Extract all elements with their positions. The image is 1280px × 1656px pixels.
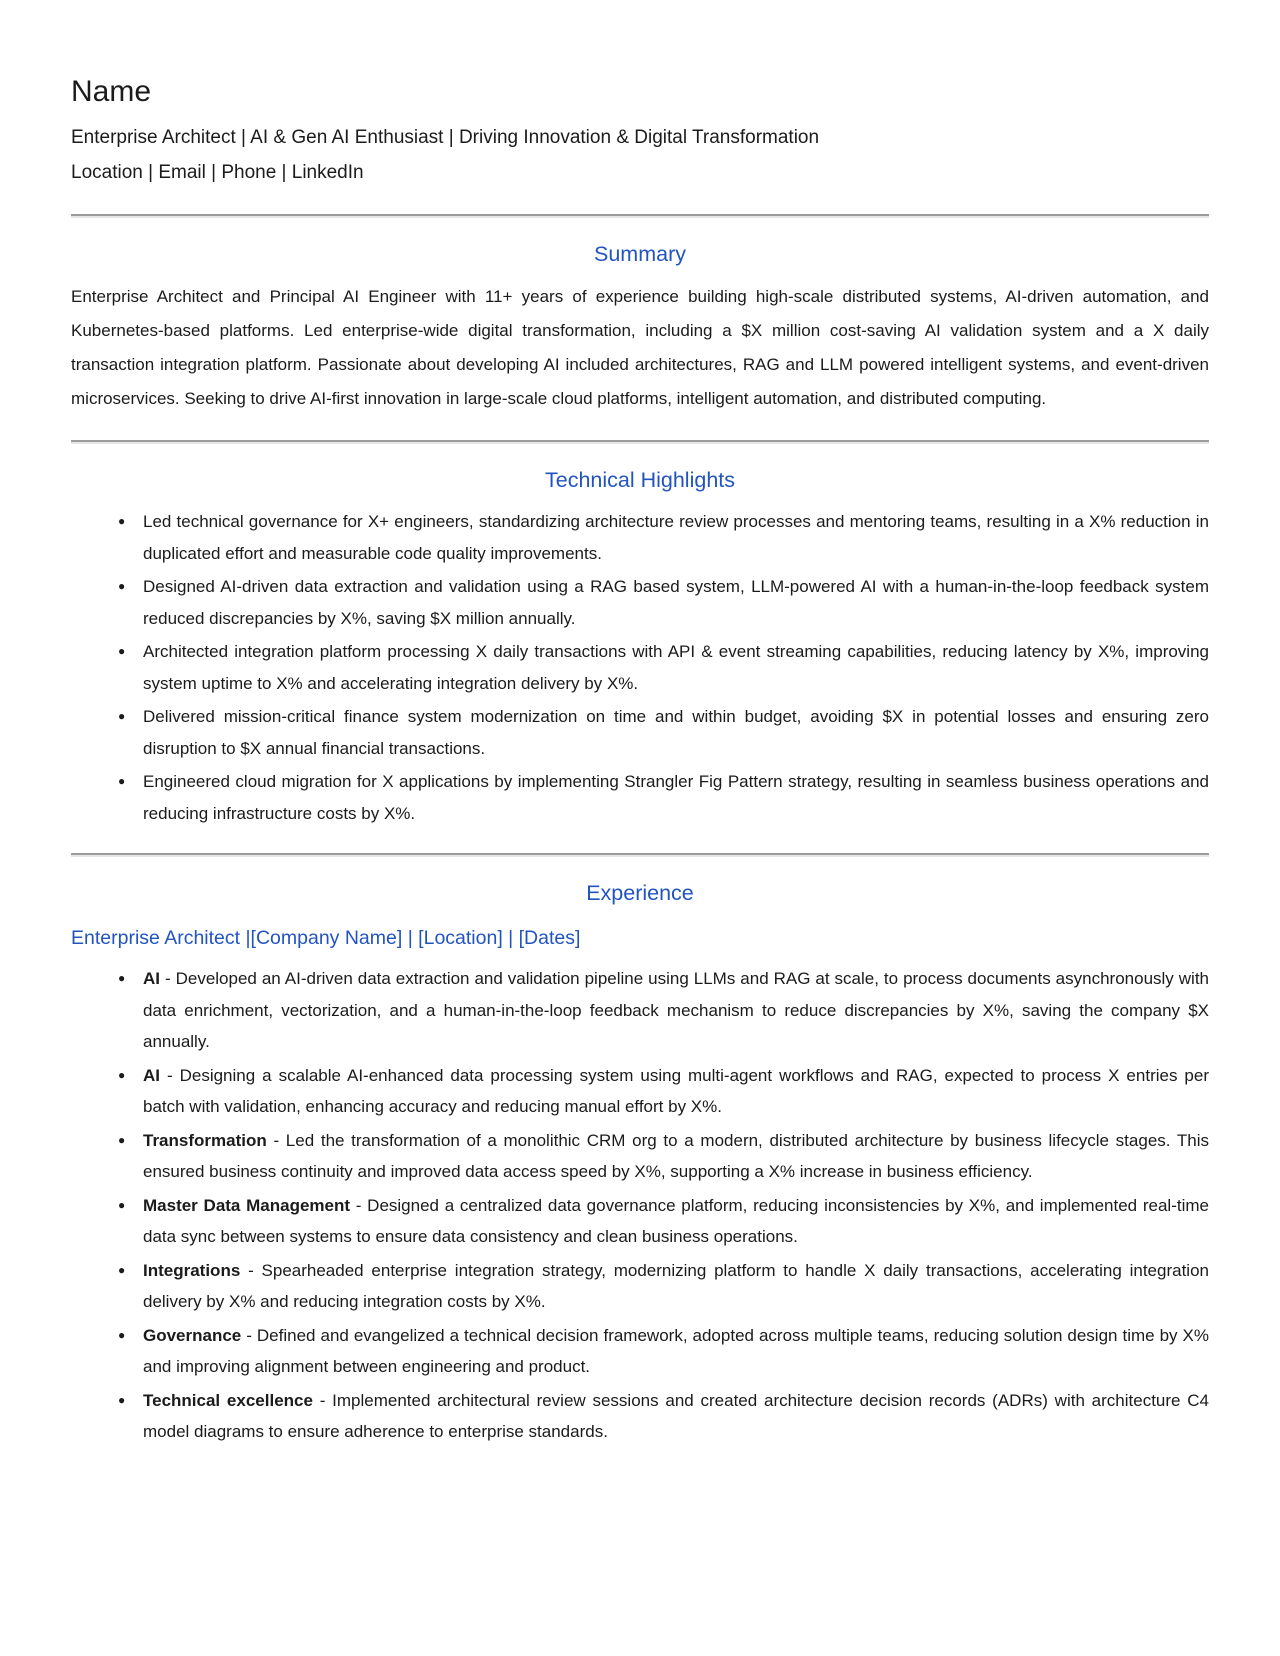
bullet-text: - Developed an AI-driven data extraction and validation pipeline using LLMs and RAG at scale, to process documents asynchronously with data enrichment, vectorization, and a human-in-the-loop feedback mechanism to reduce discrepancies by X%, saving the company $X annually.	[143, 969, 1209, 1051]
tagline: Enterprise Architect | AI & Gen AI Enthusiast | Driving Innovation & Digital Transformation	[71, 127, 820, 148]
bullet-text: - Spearheaded enterprise integration strategy, modernizing platform to handle X daily transactions, accelerating integration delivery by X% and reducing integration costs by X%.	[143, 1260, 1209, 1311]
bullet-term: AI	[143, 969, 160, 988]
summary-paragraph: Enterprise Architect and Principal AI Engineer with 11+ years of experience building high-scale distributed systems, AI-driven automation, and Kubernetes-based platforms. Led enterprise-wide digital transformation, including a $X million cost-saving AI validation system and a X daily transaction integration platform. Passionate about developing AI included architectures, RAG and LLM powered intelligent systems, and event-driven microservices. Seeking to drive AI-first innovation in large-scale cloud platforms, intelligent automation, and distributed computing.	[71, 287, 1209, 408]
experience-bullet	[71, 1255, 1209, 1318]
highlight-bullet	[71, 636, 1209, 699]
bullet-term: Integrations	[143, 1260, 241, 1280]
experience-bullet	[71, 1125, 1209, 1188]
highlight-bullet	[71, 701, 1209, 764]
resume-header	[71, 74, 1209, 190]
technical-highlights-section	[71, 466, 1209, 829]
experience-section	[71, 879, 1209, 1448]
bullet-text: Architected integration platform processing X daily transactions with API & event streaming capabilities, reducing latency by X%, improving system uptime to X% and accelerating integration delivery by X%.	[143, 642, 1209, 693]
bullet-text: Delivered mission-critical finance system modernization on time and within budget, avoiding $X in potential losses and ensuring zero disruption to $X annual financial transactions.	[143, 707, 1209, 758]
highlight-bullet	[71, 766, 1209, 829]
bullet-text: Engineered cloud migration for X applications by implementing Strangler Fig Pattern strategy, resulting in seamless business operations and reducing infrastructure costs by X%.	[143, 772, 1209, 823]
bullet-term: Technical excellence	[143, 1390, 313, 1410]
experience-list	[71, 963, 1209, 1448]
section-divider	[71, 214, 1209, 216]
bullet-text: - Implemented architectural review sessions and created architecture decision records (ADRs) with architecture C4 model diagrams to ensure adherence to enterprise standards.	[143, 1390, 1209, 1441]
bullet-term: Governance	[143, 1325, 242, 1345]
role-heading: Enterprise Architect |[Company Name] | [Location] | [Dates]	[71, 927, 581, 949]
bullet-text: - Designed a centralized data governance platform, reducing inconsistencies by X%, and implemented real-time data sync between systems to ensure data consistency and clean business operations.	[143, 1195, 1209, 1246]
experience-heading: Experience	[586, 881, 694, 905]
bullet-term: Master Data Management	[143, 1195, 351, 1215]
technical-highlights-heading: Technical Highlights	[544, 468, 735, 492]
section-divider	[71, 853, 1209, 855]
name-heading: Name	[71, 75, 152, 108]
bullet-term: Transformation	[143, 1130, 267, 1150]
highlight-bullet	[71, 571, 1209, 634]
highlight-bullet	[71, 506, 1209, 569]
summary-section	[71, 240, 1209, 416]
experience-bullet	[71, 1060, 1209, 1123]
section-divider	[71, 440, 1209, 442]
experience-bullet	[71, 1190, 1209, 1253]
technical-highlights-list	[71, 506, 1209, 829]
bullet-text: - Led the transformation of a monolithic CRM org to a modern, distributed architecture by business lifecycle stages. This ensured business continuity and improved data access speed by X%, supporting a X% increase in business efficiency.	[143, 1130, 1209, 1181]
experience-bullet	[71, 1320, 1209, 1383]
bullet-text: - Defined and evangelized a technical decision framework, adopted across multiple teams, reducing solution design time by X% and improving alignment between engineering and product.	[143, 1325, 1209, 1376]
bullet-text: Led technical governance for X+ engineers, standardizing architecture review processes and mentoring teams, resulting in a X% reduction in duplicated effort and measurable code quality improvements.	[143, 512, 1209, 563]
contact-line: Location | Email | Phone | LinkedIn	[71, 162, 364, 183]
summary-heading: Summary	[594, 242, 686, 266]
experience-bullet	[71, 963, 1209, 1058]
bullet-text: Designed AI-driven data extraction and validation using a RAG based system, LLM-powered AI with a human-in-the-loop feedback system reduced discrepancies by X%, saving $X million annually.	[143, 577, 1209, 628]
bullet-text: - Designing a scalable AI-enhanced data processing system using multi-agent workflows and RAG, expected to process X entries per batch with validation, enhancing accuracy and reducing manual effort by X%.	[143, 1065, 1209, 1116]
experience-bullet	[71, 1385, 1209, 1448]
bullet-term: AI	[143, 1065, 160, 1085]
